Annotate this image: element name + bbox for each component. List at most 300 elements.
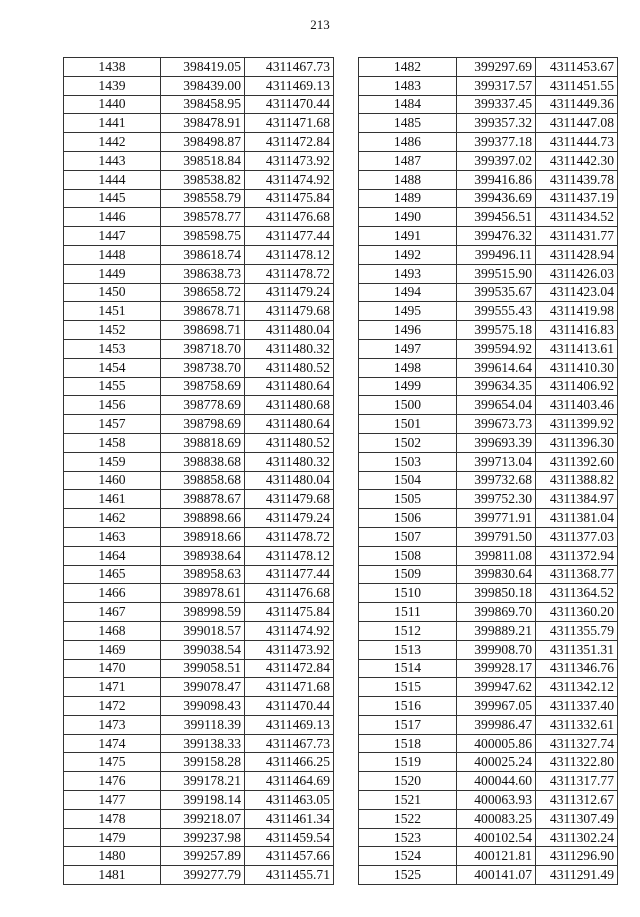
y-coordinate-cell: 4311368.77 — [536, 565, 618, 584]
x-coordinate-cell: 399732.68 — [457, 471, 536, 490]
x-coordinate-cell: 399416.86 — [457, 170, 536, 189]
point-number-cell: 1453 — [64, 339, 161, 358]
x-coordinate-cell: 398658.72 — [161, 283, 245, 302]
x-coordinate-cell: 398638.73 — [161, 264, 245, 283]
x-coordinate-cell: 400141.07 — [457, 866, 536, 885]
y-coordinate-cell: 4311464.69 — [245, 772, 334, 791]
point-number-cell: 1449 — [64, 264, 161, 283]
table-row — [64, 245, 334, 264]
table-row — [359, 415, 618, 434]
point-number-cell: 1465 — [64, 565, 161, 584]
y-coordinate-cell: 4311442.30 — [536, 151, 618, 170]
table-row — [64, 151, 334, 170]
table-row — [359, 208, 618, 227]
x-coordinate-cell: 398598.75 — [161, 227, 245, 246]
point-number-cell: 1519 — [359, 753, 457, 772]
table-row — [359, 452, 618, 471]
point-number-cell: 1482 — [359, 58, 457, 77]
x-coordinate-cell: 398419.05 — [161, 58, 245, 77]
y-coordinate-cell: 4311307.49 — [536, 809, 618, 828]
x-coordinate-cell: 400005.86 — [457, 734, 536, 753]
x-coordinate-cell: 399138.33 — [161, 734, 245, 753]
point-number-cell: 1454 — [64, 358, 161, 377]
point-number-cell: 1512 — [359, 621, 457, 640]
y-coordinate-cell: 4311478.12 — [245, 546, 334, 565]
y-coordinate-cell: 4311470.44 — [245, 95, 334, 114]
point-number-cell: 1473 — [64, 715, 161, 734]
table-row — [64, 603, 334, 622]
table-row — [64, 114, 334, 133]
y-coordinate-cell: 4311337.40 — [536, 697, 618, 716]
x-coordinate-cell: 398918.66 — [161, 527, 245, 546]
point-number-cell: 1440 — [64, 95, 161, 114]
table-row — [359, 565, 618, 584]
point-number-cell: 1448 — [64, 245, 161, 264]
table-row — [64, 227, 334, 246]
point-number-cell: 1507 — [359, 527, 457, 546]
table-row — [64, 791, 334, 810]
y-coordinate-cell: 4311457.66 — [245, 847, 334, 866]
x-coordinate-cell: 399850.18 — [457, 584, 536, 603]
x-coordinate-cell: 398478.91 — [161, 114, 245, 133]
y-coordinate-cell: 4311475.84 — [245, 603, 334, 622]
y-coordinate-cell: 4311410.30 — [536, 358, 618, 377]
table-row — [64, 339, 334, 358]
x-coordinate-cell: 399830.64 — [457, 565, 536, 584]
point-number-cell: 1469 — [64, 640, 161, 659]
point-number-cell: 1474 — [64, 734, 161, 753]
table-row — [64, 678, 334, 697]
x-coordinate-cell: 399535.67 — [457, 283, 536, 302]
table-row — [359, 809, 618, 828]
y-coordinate-cell: 4311480.04 — [245, 471, 334, 490]
table-row — [359, 584, 618, 603]
x-coordinate-cell: 399198.14 — [161, 791, 245, 810]
table-row — [359, 715, 618, 734]
table-row — [64, 509, 334, 528]
table-row — [359, 828, 618, 847]
point-number-cell: 1498 — [359, 358, 457, 377]
table-row — [359, 245, 618, 264]
table-row — [64, 828, 334, 847]
x-coordinate-cell: 399713.04 — [457, 452, 536, 471]
y-coordinate-cell: 4311377.03 — [536, 527, 618, 546]
x-coordinate-cell: 399118.39 — [161, 715, 245, 734]
x-coordinate-cell: 399693.39 — [457, 433, 536, 452]
table-row — [64, 433, 334, 452]
y-coordinate-cell: 4311455.71 — [245, 866, 334, 885]
point-number-cell: 1525 — [359, 866, 457, 885]
y-coordinate-cell: 4311478.72 — [245, 264, 334, 283]
table-row — [64, 490, 334, 509]
x-coordinate-cell: 399673.73 — [457, 415, 536, 434]
point-number-cell: 1524 — [359, 847, 457, 866]
x-coordinate-cell: 398498.87 — [161, 133, 245, 152]
point-number-cell: 1485 — [359, 114, 457, 133]
point-number-cell: 1457 — [64, 415, 161, 434]
x-coordinate-cell: 399317.57 — [457, 76, 536, 95]
table-row — [359, 603, 618, 622]
table-row — [359, 76, 618, 95]
table-row — [64, 76, 334, 95]
x-coordinate-cell: 399947.62 — [457, 678, 536, 697]
table-row — [359, 358, 618, 377]
x-coordinate-cell: 399752.30 — [457, 490, 536, 509]
table-row — [64, 377, 334, 396]
point-number-cell: 1497 — [359, 339, 457, 358]
table-row — [359, 772, 618, 791]
y-coordinate-cell: 4311472.84 — [245, 133, 334, 152]
table-row — [359, 95, 618, 114]
point-number-cell: 1491 — [359, 227, 457, 246]
table-row — [64, 283, 334, 302]
x-coordinate-cell: 399218.07 — [161, 809, 245, 828]
y-coordinate-cell: 4311449.36 — [536, 95, 618, 114]
table-row — [359, 527, 618, 546]
point-number-cell: 1468 — [64, 621, 161, 640]
point-number-cell: 1505 — [359, 490, 457, 509]
table-row — [359, 283, 618, 302]
y-coordinate-cell: 4311317.77 — [536, 772, 618, 791]
table-row — [64, 640, 334, 659]
y-coordinate-cell: 4311473.92 — [245, 151, 334, 170]
x-coordinate-cell: 400102.54 — [457, 828, 536, 847]
x-coordinate-cell: 399928.17 — [457, 659, 536, 678]
y-coordinate-cell: 4311439.78 — [536, 170, 618, 189]
x-coordinate-cell: 399178.21 — [161, 772, 245, 791]
table-row — [359, 396, 618, 415]
point-number-cell: 1441 — [64, 114, 161, 133]
point-number-cell: 1483 — [359, 76, 457, 95]
point-number-cell: 1480 — [64, 847, 161, 866]
point-number-cell: 1445 — [64, 189, 161, 208]
table-row — [64, 866, 334, 885]
x-coordinate-cell: 399277.79 — [161, 866, 245, 885]
y-coordinate-cell: 4311480.52 — [245, 358, 334, 377]
table-row — [64, 133, 334, 152]
y-coordinate-cell: 4311471.68 — [245, 114, 334, 133]
point-number-cell: 1486 — [359, 133, 457, 152]
x-coordinate-cell: 400044.60 — [457, 772, 536, 791]
table-row — [64, 734, 334, 753]
x-coordinate-cell: 399397.02 — [457, 151, 536, 170]
y-coordinate-cell: 4311419.98 — [536, 302, 618, 321]
x-coordinate-cell: 399237.98 — [161, 828, 245, 847]
y-coordinate-cell: 4311396.30 — [536, 433, 618, 452]
y-coordinate-cell: 4311461.34 — [245, 809, 334, 828]
point-number-cell: 1444 — [64, 170, 161, 189]
x-coordinate-cell: 399058.51 — [161, 659, 245, 678]
x-coordinate-cell: 398458.95 — [161, 95, 245, 114]
table-row — [64, 358, 334, 377]
x-coordinate-cell: 399297.69 — [457, 58, 536, 77]
point-number-cell: 1443 — [64, 151, 161, 170]
table-row — [64, 697, 334, 716]
point-number-cell: 1513 — [359, 640, 457, 659]
y-coordinate-cell: 4311453.67 — [536, 58, 618, 77]
x-coordinate-cell: 399456.51 — [457, 208, 536, 227]
table-row — [64, 415, 334, 434]
point-number-cell: 1492 — [359, 245, 457, 264]
y-coordinate-cell: 4311474.92 — [245, 170, 334, 189]
x-coordinate-cell: 400121.81 — [457, 847, 536, 866]
point-number-cell: 1500 — [359, 396, 457, 415]
x-coordinate-cell: 398878.67 — [161, 490, 245, 509]
x-coordinate-cell: 398618.74 — [161, 245, 245, 264]
table-row — [64, 471, 334, 490]
x-coordinate-cell: 399654.04 — [457, 396, 536, 415]
x-coordinate-cell: 399594.92 — [457, 339, 536, 358]
x-coordinate-cell: 399791.50 — [457, 527, 536, 546]
point-number-cell: 1464 — [64, 546, 161, 565]
point-number-cell: 1506 — [359, 509, 457, 528]
table-row — [359, 640, 618, 659]
y-coordinate-cell: 4311469.13 — [245, 76, 334, 95]
point-number-cell: 1463 — [64, 527, 161, 546]
point-number-cell: 1450 — [64, 283, 161, 302]
y-coordinate-cell: 4311459.54 — [245, 828, 334, 847]
x-coordinate-cell: 399986.47 — [457, 715, 536, 734]
point-number-cell: 1477 — [64, 791, 161, 810]
y-coordinate-cell: 4311476.68 — [245, 208, 334, 227]
y-coordinate-cell: 4311469.13 — [245, 715, 334, 734]
x-coordinate-cell: 399257.89 — [161, 847, 245, 866]
y-coordinate-cell: 4311472.84 — [245, 659, 334, 678]
point-number-cell: 1523 — [359, 828, 457, 847]
point-number-cell: 1472 — [64, 697, 161, 716]
table-row — [359, 697, 618, 716]
table-row — [359, 490, 618, 509]
table-row — [359, 847, 618, 866]
y-coordinate-cell: 4311478.72 — [245, 527, 334, 546]
y-coordinate-cell: 4311428.94 — [536, 245, 618, 264]
table-row — [359, 133, 618, 152]
table-row — [359, 339, 618, 358]
table-row — [359, 753, 618, 772]
x-coordinate-cell: 399515.90 — [457, 264, 536, 283]
point-number-cell: 1501 — [359, 415, 457, 434]
point-number-cell: 1452 — [64, 321, 161, 340]
x-coordinate-cell: 399377.18 — [457, 133, 536, 152]
y-coordinate-cell: 4311471.68 — [245, 678, 334, 697]
point-number-cell: 1489 — [359, 189, 457, 208]
point-number-cell: 1511 — [359, 603, 457, 622]
x-coordinate-cell: 398898.66 — [161, 509, 245, 528]
point-number-cell: 1502 — [359, 433, 457, 452]
point-number-cell: 1439 — [64, 76, 161, 95]
point-number-cell: 1495 — [359, 302, 457, 321]
y-coordinate-cell: 4311480.32 — [245, 452, 334, 471]
x-coordinate-cell: 398558.79 — [161, 189, 245, 208]
x-coordinate-cell: 399158.28 — [161, 753, 245, 772]
y-coordinate-cell: 4311346.76 — [536, 659, 618, 678]
point-number-cell: 1456 — [64, 396, 161, 415]
table-row — [359, 321, 618, 340]
y-coordinate-cell: 4311360.20 — [536, 603, 618, 622]
table-row — [64, 396, 334, 415]
y-coordinate-cell: 4311473.92 — [245, 640, 334, 659]
x-coordinate-cell: 398698.71 — [161, 321, 245, 340]
y-coordinate-cell: 4311478.12 — [245, 245, 334, 264]
point-number-cell: 1466 — [64, 584, 161, 603]
y-coordinate-cell: 4311444.73 — [536, 133, 618, 152]
y-coordinate-cell: 4311480.32 — [245, 339, 334, 358]
y-coordinate-cell: 4311388.82 — [536, 471, 618, 490]
x-coordinate-cell: 398678.71 — [161, 302, 245, 321]
point-number-cell: 1471 — [64, 678, 161, 697]
x-coordinate-cell: 398998.59 — [161, 603, 245, 622]
y-coordinate-cell: 4311291.49 — [536, 866, 618, 885]
point-number-cell: 1455 — [64, 377, 161, 396]
y-coordinate-cell: 4311364.52 — [536, 584, 618, 603]
y-coordinate-cell: 4311384.97 — [536, 490, 618, 509]
y-coordinate-cell: 4311470.44 — [245, 697, 334, 716]
y-coordinate-cell: 4311466.25 — [245, 753, 334, 772]
table-row — [64, 621, 334, 640]
coordinates-table-right — [358, 57, 618, 885]
x-coordinate-cell: 399967.05 — [457, 697, 536, 716]
x-coordinate-cell: 399771.91 — [457, 509, 536, 528]
x-coordinate-cell: 399476.32 — [457, 227, 536, 246]
y-coordinate-cell: 4311434.52 — [536, 208, 618, 227]
x-coordinate-cell: 398978.61 — [161, 584, 245, 603]
table-row — [64, 809, 334, 828]
x-coordinate-cell: 399908.70 — [457, 640, 536, 659]
table-row — [359, 227, 618, 246]
y-coordinate-cell: 4311477.44 — [245, 227, 334, 246]
y-coordinate-cell: 4311372.94 — [536, 546, 618, 565]
y-coordinate-cell: 4311431.77 — [536, 227, 618, 246]
y-coordinate-cell: 4311381.04 — [536, 509, 618, 528]
point-number-cell: 1518 — [359, 734, 457, 753]
x-coordinate-cell: 398439.00 — [161, 76, 245, 95]
table-row — [359, 58, 618, 77]
table-row — [64, 321, 334, 340]
x-coordinate-cell: 399018.57 — [161, 621, 245, 640]
y-coordinate-cell: 4311480.52 — [245, 433, 334, 452]
table-row — [359, 114, 618, 133]
table-row — [64, 58, 334, 77]
table-row — [359, 546, 618, 565]
y-coordinate-cell: 4311437.19 — [536, 189, 618, 208]
point-number-cell: 1451 — [64, 302, 161, 321]
x-coordinate-cell: 398518.84 — [161, 151, 245, 170]
y-coordinate-cell: 4311413.61 — [536, 339, 618, 358]
point-number-cell: 1522 — [359, 809, 457, 828]
x-coordinate-cell: 400025.24 — [457, 753, 536, 772]
table-row — [359, 659, 618, 678]
table-row — [359, 189, 618, 208]
x-coordinate-cell: 398718.70 — [161, 339, 245, 358]
table-row — [359, 866, 618, 885]
x-coordinate-cell: 399436.69 — [457, 189, 536, 208]
table-row — [359, 433, 618, 452]
table-row — [64, 95, 334, 114]
point-number-cell: 1508 — [359, 546, 457, 565]
y-coordinate-cell: 4311327.74 — [536, 734, 618, 753]
y-coordinate-cell: 4311322.80 — [536, 753, 618, 772]
point-number-cell: 1509 — [359, 565, 457, 584]
y-coordinate-cell: 4311403.46 — [536, 396, 618, 415]
y-coordinate-cell: 4311463.05 — [245, 791, 334, 810]
point-number-cell: 1487 — [359, 151, 457, 170]
x-coordinate-cell: 398758.69 — [161, 377, 245, 396]
table-row — [64, 302, 334, 321]
table-row — [64, 753, 334, 772]
point-number-cell: 1447 — [64, 227, 161, 246]
y-coordinate-cell: 4311399.92 — [536, 415, 618, 434]
x-coordinate-cell: 399555.43 — [457, 302, 536, 321]
x-coordinate-cell: 399098.43 — [161, 697, 245, 716]
x-coordinate-cell: 399496.11 — [457, 245, 536, 264]
point-number-cell: 1515 — [359, 678, 457, 697]
x-coordinate-cell: 398738.70 — [161, 358, 245, 377]
x-coordinate-cell: 399634.35 — [457, 377, 536, 396]
y-coordinate-cell: 4311342.12 — [536, 678, 618, 697]
x-coordinate-cell: 399357.32 — [457, 114, 536, 133]
point-number-cell: 1488 — [359, 170, 457, 189]
table-row — [64, 527, 334, 546]
table-row — [359, 471, 618, 490]
y-coordinate-cell: 4311355.79 — [536, 621, 618, 640]
y-coordinate-cell: 4311451.55 — [536, 76, 618, 95]
point-number-cell: 1510 — [359, 584, 457, 603]
y-coordinate-cell: 4311479.68 — [245, 490, 334, 509]
table-row — [359, 791, 618, 810]
y-coordinate-cell: 4311423.04 — [536, 283, 618, 302]
y-coordinate-cell: 4311416.83 — [536, 321, 618, 340]
y-coordinate-cell: 4311467.73 — [245, 734, 334, 753]
point-number-cell: 1494 — [359, 283, 457, 302]
x-coordinate-cell: 400083.25 — [457, 809, 536, 828]
point-number-cell: 1503 — [359, 452, 457, 471]
y-coordinate-cell: 4311479.68 — [245, 302, 334, 321]
x-coordinate-cell: 398938.64 — [161, 546, 245, 565]
table-row — [64, 715, 334, 734]
point-number-cell: 1493 — [359, 264, 457, 283]
y-coordinate-cell: 4311296.90 — [536, 847, 618, 866]
table-row — [359, 302, 618, 321]
point-number-cell: 1461 — [64, 490, 161, 509]
point-number-cell: 1460 — [64, 471, 161, 490]
point-number-cell: 1459 — [64, 452, 161, 471]
point-number-cell: 1504 — [359, 471, 457, 490]
y-coordinate-cell: 4311302.24 — [536, 828, 618, 847]
y-coordinate-cell: 4311467.73 — [245, 58, 334, 77]
point-number-cell: 1446 — [64, 208, 161, 227]
point-number-cell: 1490 — [359, 208, 457, 227]
y-coordinate-cell: 4311332.61 — [536, 715, 618, 734]
x-coordinate-cell: 399614.64 — [457, 358, 536, 377]
table-row — [64, 452, 334, 471]
x-coordinate-cell: 399078.47 — [161, 678, 245, 697]
table-row — [64, 584, 334, 603]
point-number-cell: 1496 — [359, 321, 457, 340]
x-coordinate-cell: 398858.68 — [161, 471, 245, 490]
y-coordinate-cell: 4311406.92 — [536, 377, 618, 396]
point-number-cell: 1458 — [64, 433, 161, 452]
point-number-cell: 1516 — [359, 697, 457, 716]
point-number-cell: 1442 — [64, 133, 161, 152]
table-row — [64, 565, 334, 584]
point-number-cell: 1521 — [359, 791, 457, 810]
y-coordinate-cell: 4311480.04 — [245, 321, 334, 340]
x-coordinate-cell: 399337.45 — [457, 95, 536, 114]
table-row — [64, 208, 334, 227]
point-number-cell: 1520 — [359, 772, 457, 791]
y-coordinate-cell: 4311392.60 — [536, 452, 618, 471]
table-row — [64, 264, 334, 283]
